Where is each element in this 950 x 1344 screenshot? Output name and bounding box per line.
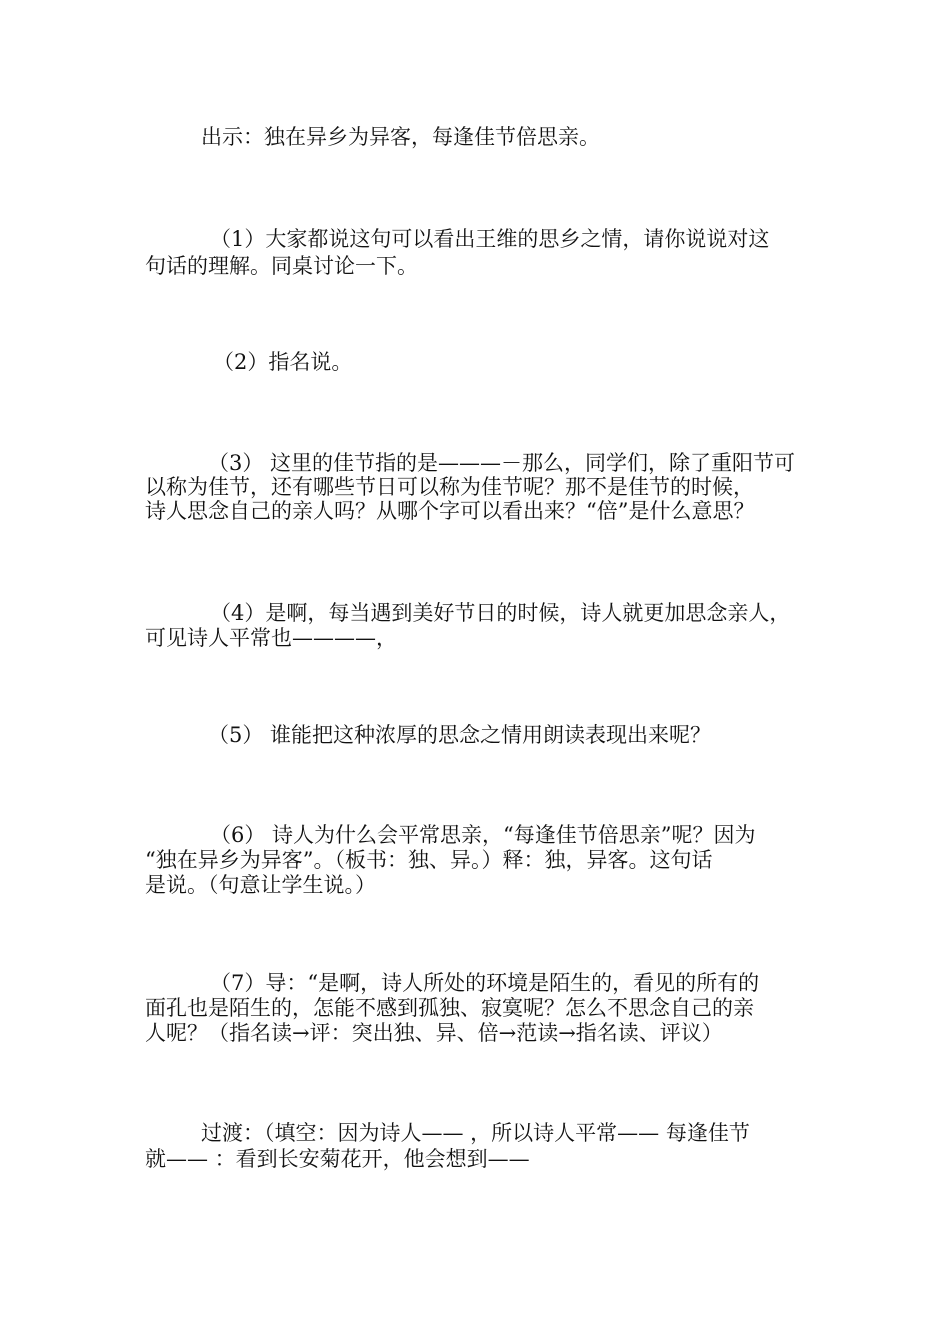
transition-line-1: 过渡：（填空：因为诗人—— ，所以诗人平常—— 每逢佳节 [201, 1121, 750, 1145]
paragraph-3-line-3: 诗人思念自己的亲人吗？从哪个字可以看出来？“倍”是什么意思？ [145, 499, 755, 523]
transition-line-2: 就—— ：看到长安菊花开，他会想到—— [145, 1147, 530, 1171]
paragraph-7-line-3: 人呢？（指名读→评：突出独、异、倍→范读→指名读、评议） [145, 1021, 723, 1045]
paragraph-2: （2）指名说。 [213, 350, 353, 374]
paragraph-intro: 出示：独在异乡为异客，每逢佳节倍思亲。 [201, 125, 600, 149]
paragraph-1-line-1: （1）大家都说这句可以看出王维的思乡之情，请你说说对这 [210, 227, 770, 251]
paragraph-3-line-1: （3） 这里的佳节指的是———－那么，同学们，除了重阳节可 [208, 451, 796, 475]
paragraph-3-line-2: 以称为佳节，还有哪些节日可以称为佳节呢？那不是佳节的时候， [145, 475, 754, 499]
paragraph-6-line-2: “独在异乡为异客”。（板书：独、异。）释：独，异客。这句话 [145, 848, 713, 872]
paragraph-7-line-1: （7）导：“是啊，诗人所处的环境是陌生的，看见的所有的 [210, 971, 760, 995]
paragraph-5: （5） 谁能把这种浓厚的思念之情用朗读表现出来呢？ [208, 723, 712, 747]
paragraph-6-line-1: （6） 诗人为什么会平常思亲，“每逢佳节倍思亲”呢？因为 [210, 823, 756, 847]
paragraph-4-line-1: （4）是啊，每当遇到美好节日的时候，诗人就更加思念亲人， [210, 601, 791, 625]
paragraph-7-line-2: 面孔也是陌生的，怎能不感到孤独、寂寞呢？怎么不思念自己的亲 [145, 996, 754, 1020]
paragraph-6-line-3: 是说。（句意让学生说。） [145, 873, 376, 897]
paragraph-1-line-2: 句话的理解。同桌讨论一下。 [145, 254, 418, 278]
paragraph-4-line-2: 可见诗人平常也————， [145, 626, 397, 650]
